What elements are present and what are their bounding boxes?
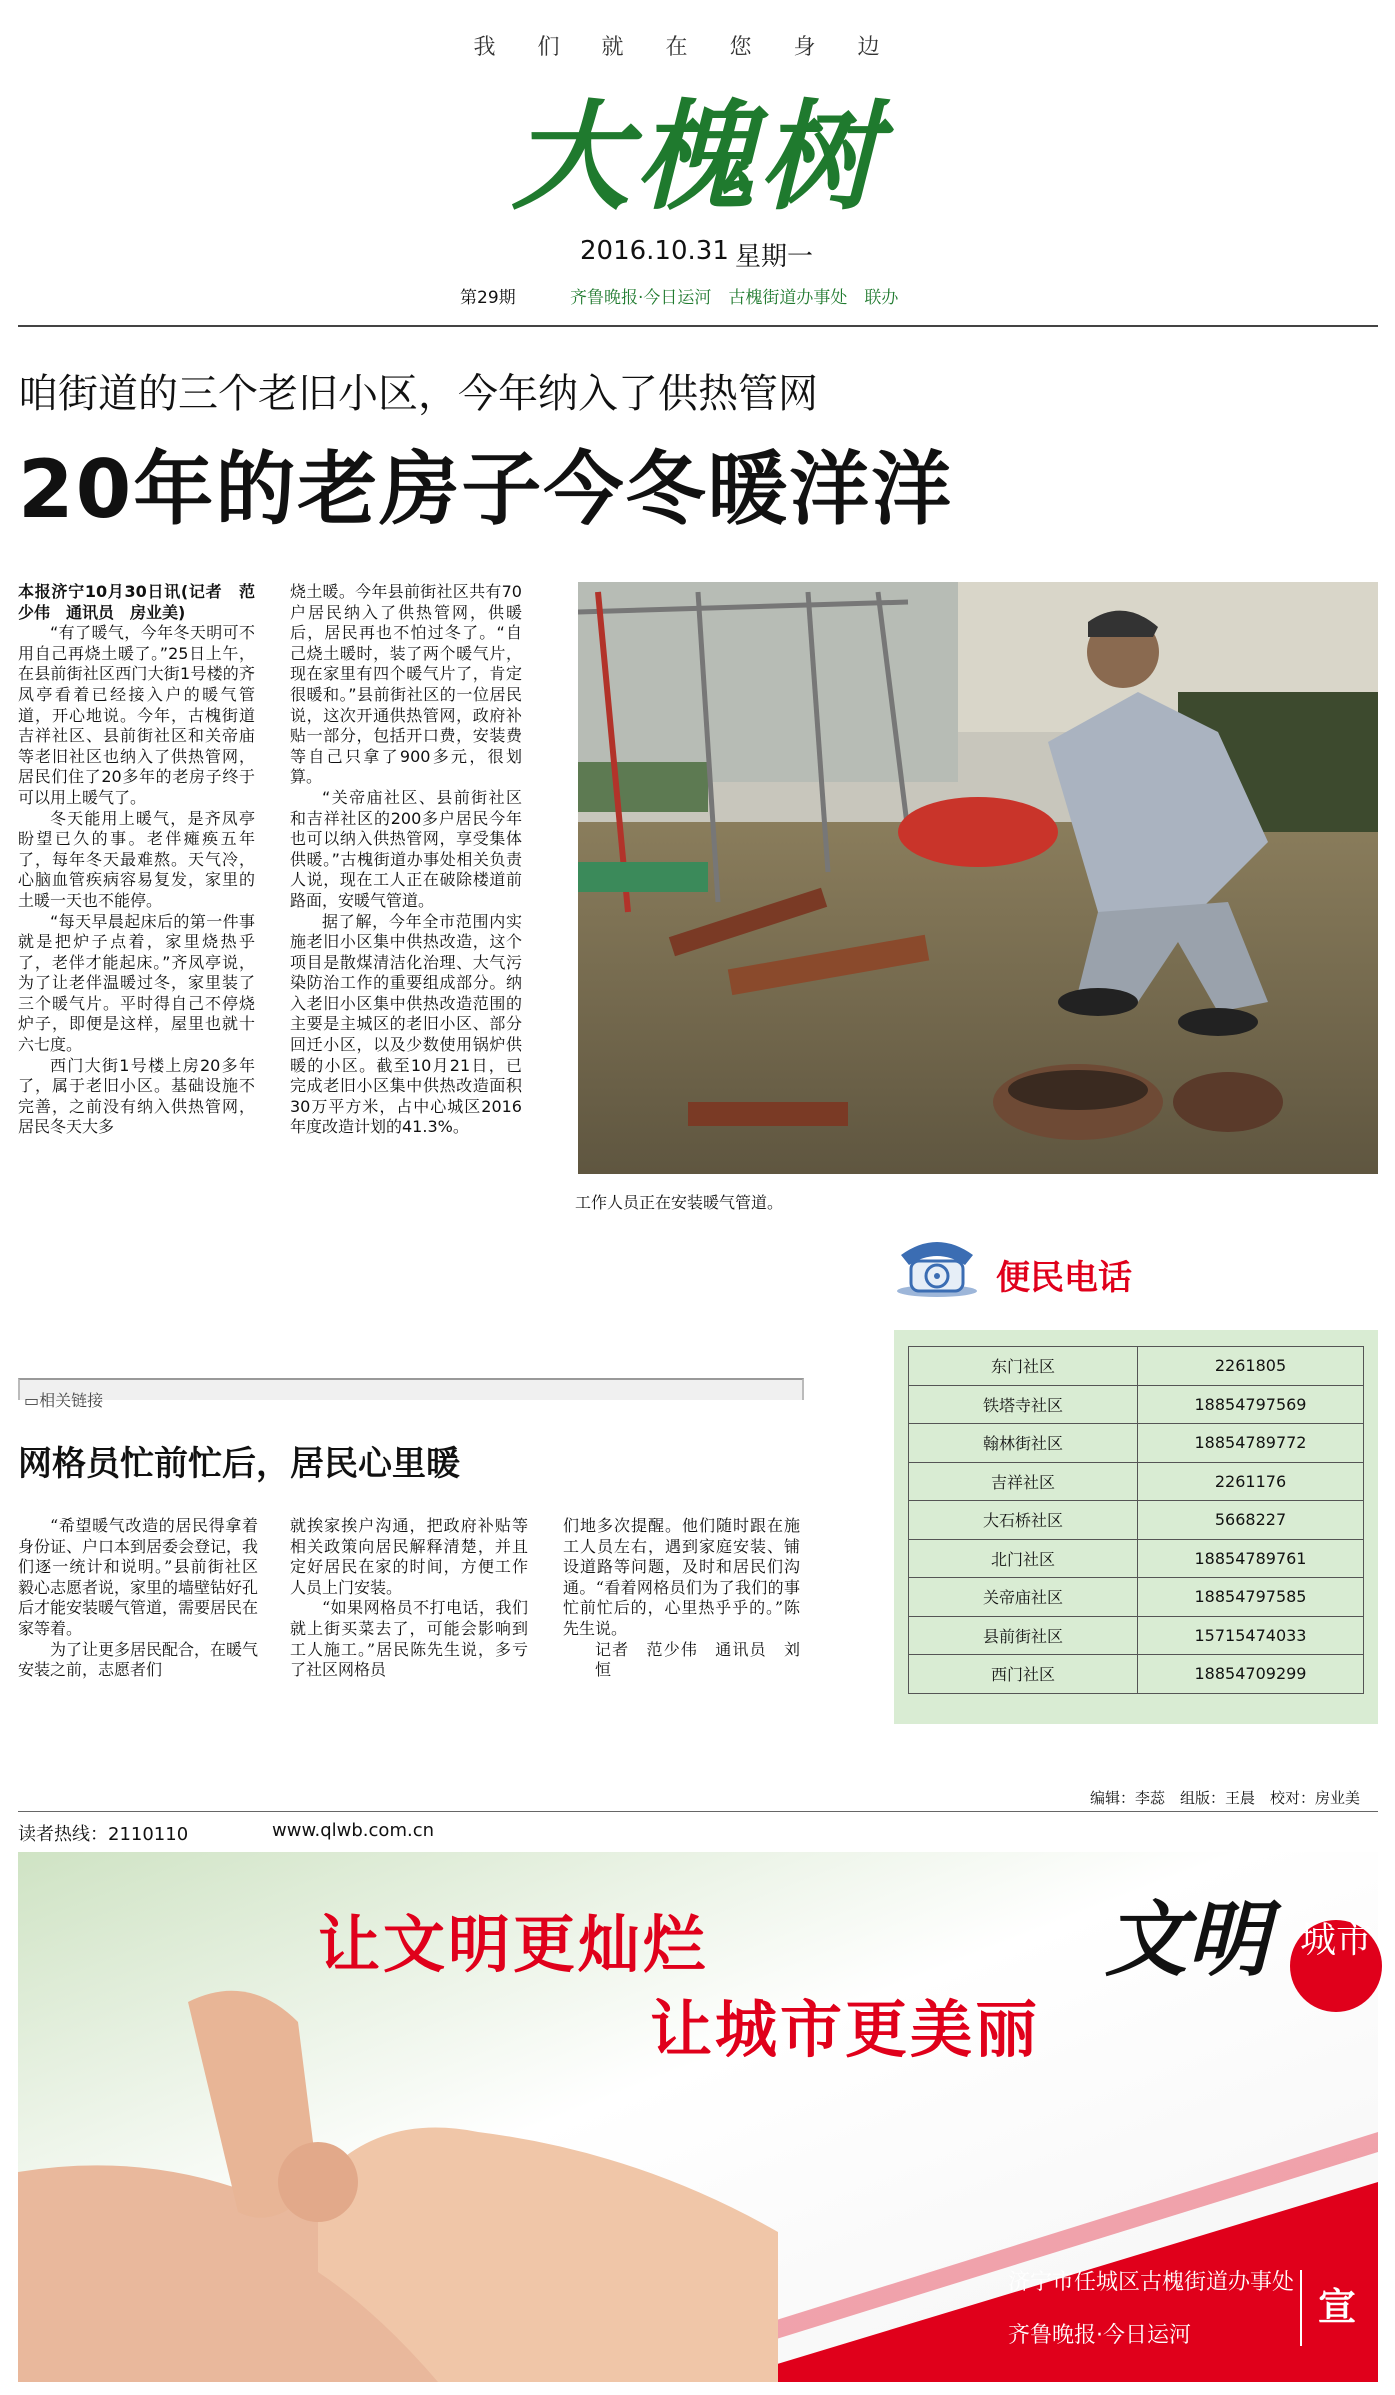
community-name: 县前街社区 [909, 1616, 1138, 1655]
article-column-1 [18, 582, 255, 1138]
table-row [909, 1385, 1364, 1424]
paragraph: 们地多次提醒。他们随时跟在施工人员左右，遇到家庭安装、铺设道路等问题，及时和居民们沟通。“看着网格员们为了我们的事忙前忙后的，心里热乎乎的。”陈先生说。 [563, 1516, 800, 1638]
banner-xuan: 宣 [1318, 2285, 1357, 2329]
issue-number: 第29期 [460, 288, 516, 308]
phone-number: 2261805 [1138, 1347, 1364, 1386]
table-row [909, 1578, 1364, 1617]
phone-number: 5668227 [1138, 1501, 1364, 1540]
reader-hotline: 读者热线：2110110 [18, 1824, 189, 1845]
paragraph: 为了让更多居民配合，在暖气安装之前，志愿者们 [18, 1639, 259, 1680]
related-link-bar [18, 1378, 804, 1400]
phone-number: 18854797569 [1138, 1385, 1364, 1424]
phone-directory [894, 1330, 1378, 1724]
paragraph: 烧土暖。今年县前街社区共有70户居民纳入了供热管网，供暖后，居民再也不怕过冬了。“自己烧土暖时，装了两个暖气片，现在家里有四个暖气片了，肯定很暖和。”县前街社区的一位居民说，这次开通供热管网，政府补贴一部分，包括开口费，安装费等自己只拿了900多元，很划算。 [290, 582, 522, 787]
paragraph: “每天早晨起床后的第一件事就是把炉子点着，家里烧热乎了，老伴才能起床。”齐凤亭说，为了让老伴温暖过冬，家里装了三个暖气片。平时得自己不停烧炉子，即便是这样，屋里也就十六七度。 [18, 911, 255, 1055]
phone-number: 15715474033 [1138, 1616, 1364, 1655]
phone-number: 18854709299 [1138, 1655, 1364, 1694]
partners-line: 齐鲁晚报·今日运河 古槐街道办事处 联办 [570, 288, 899, 308]
headline: 20年的老房子今冬暖洋洋 [18, 443, 954, 536]
paragraph: “关帝庙社区、县前街社区和吉祥社区的200多户居民今年也可以纳入供热管网，享受集体供暖。”古槐街道办事处相关负责人说，现在工人正在破除楼道前路面，安暖气管道。 [290, 787, 522, 910]
paragraph: 西门大街1号楼上房20多年了，属于老旧小区。基础设施不完善，之前没有纳入供热管网，居民冬天大多 [18, 1055, 255, 1137]
paragraph: “有了暖气，今年冬天明可不用自己再烧土暖了。”25日上午，在县前街社区西门大街1号楼的齐凤亭看着已经接入户的暖气管道，开心地说。今年，古槐街道吉祥社区、县前街社区和关帝庙等老旧社区也纳入了供热管网，居民们住了20多年的老房子终于可以用上暖气了。 [18, 623, 255, 807]
article-column-2 [290, 582, 522, 1138]
paragraph: “希望暖气改造的居民得拿着身份证、户口本到居委会登记，我们逐一统计和说明。”县前街社区毅心志愿者说，家里的墙壁钻好孔后才能安装暖气管道，需要居民在家等着。 [18, 1516, 259, 1638]
banner-organization: 济宁市任城区古槐街道办事处 [1008, 2270, 1295, 2295]
related-column-2 [290, 1516, 528, 1681]
community-name: 翰林街社区 [909, 1424, 1138, 1463]
community-name: 大石桥社区 [909, 1501, 1138, 1540]
footer-divider [18, 1811, 1378, 1812]
editors-credit: 编辑：李蕊 组版：王晨 校对：房业美 [1090, 1789, 1361, 1807]
community-name: 北门社区 [909, 1539, 1138, 1578]
community-name: 东门社区 [909, 1347, 1138, 1386]
slogan-1: 让文明更灿烂 [318, 1908, 709, 1981]
article-byline: 本报济宁10月30日讯(记者 范少伟 通讯员 房业美) [18, 582, 255, 622]
phone-table [908, 1346, 1364, 1694]
related-link-label [24, 1388, 103, 1411]
phone-box-title: 便民电话 [996, 1258, 1132, 1298]
banner-newspaper: 齐鲁晚报·今日运河 [1008, 2323, 1191, 2348]
community-name: 关帝庙社区 [909, 1578, 1138, 1617]
telephone-icon [893, 1235, 981, 1299]
paragraph: 冬天能用上暖气，是齐凤亭盼望已久的事。老伴瘫痪五年了，每年冬天最难熬。天气冷，心脑血管疾病容易复发，家里的土暖一天也不能停。 [18, 808, 255, 910]
photo-caption: 工作人员正在安装暖气管道。 [575, 1193, 784, 1212]
paragraph: 据了解，今年全市范围内实施老旧小区集中供热改造，这个项目是散煤清洁化治理、大气污染防治工作的重要组成部分。纳入老旧小区集中供热改造范围的主要是主城区的老旧小区、部分回迁小区，以及少数使用锅炉供暖的小区。截至10月21日，已完成老旧小区集中供热改造面积30万平方米，占中心城区2016年度改造计划的41.3%。 [290, 911, 522, 1137]
subheadline: 咱街道的三个老旧小区，今年纳入了供热管网 [18, 371, 818, 417]
header-divider [18, 325, 1378, 327]
related-byline: 记者 范少伟 通讯员 刘恒 [595, 1639, 800, 1680]
paragraph: 就挨家挨户沟通，把政府补贴等相关政策向居民解释清楚，并且定好居民在家的时间，方便工作人员上门安装。 [290, 1516, 528, 1597]
publication-date: 2016.10.31 [580, 236, 729, 266]
banner-divider [1300, 2270, 1302, 2346]
tagline: 我们就在您身边 [473, 35, 922, 60]
related-column-3 [563, 1516, 800, 1681]
table-row [909, 1424, 1364, 1463]
table-row [909, 1655, 1364, 1694]
masthead-logo: 大槐树 [511, 87, 884, 226]
related-title: 网格员忙前忙后，居民心里暖 [18, 1444, 460, 1484]
slogan-2: 让城市更美丽 [650, 1993, 1041, 2066]
phone-number: 2261176 [1138, 1462, 1364, 1501]
table-row [909, 1347, 1364, 1386]
paragraph: “如果网格员不打电话，我们就上街买菜去了，可能会影响到工人施工。”居民陈先生说，多亏了社区网格员 [290, 1598, 528, 1680]
city-seal: 城市 [1290, 1920, 1382, 2012]
community-name: 吉祥社区 [909, 1462, 1138, 1501]
table-row [909, 1462, 1364, 1501]
phone-number: 18854789772 [1138, 1424, 1364, 1463]
related-column-1 [18, 1516, 258, 1681]
table-row [909, 1616, 1364, 1655]
website-link[interactable]: www.qlwb.com.cn [272, 1820, 434, 1841]
article-photo [578, 582, 1378, 1174]
table-row [909, 1501, 1364, 1540]
related-label-text: 相关链接 [39, 1391, 104, 1410]
weekday: 星期一 [735, 242, 814, 272]
window-icon: ▭ [24, 1391, 40, 1410]
wenming-calligraphy: 文明 [1105, 1892, 1269, 1988]
phone-number: 18854789761 [1138, 1539, 1364, 1578]
community-name: 西门社区 [909, 1655, 1138, 1694]
table-row [909, 1539, 1364, 1578]
phone-number: 18854797585 [1138, 1578, 1364, 1617]
community-name: 铁塔寺社区 [909, 1385, 1138, 1424]
